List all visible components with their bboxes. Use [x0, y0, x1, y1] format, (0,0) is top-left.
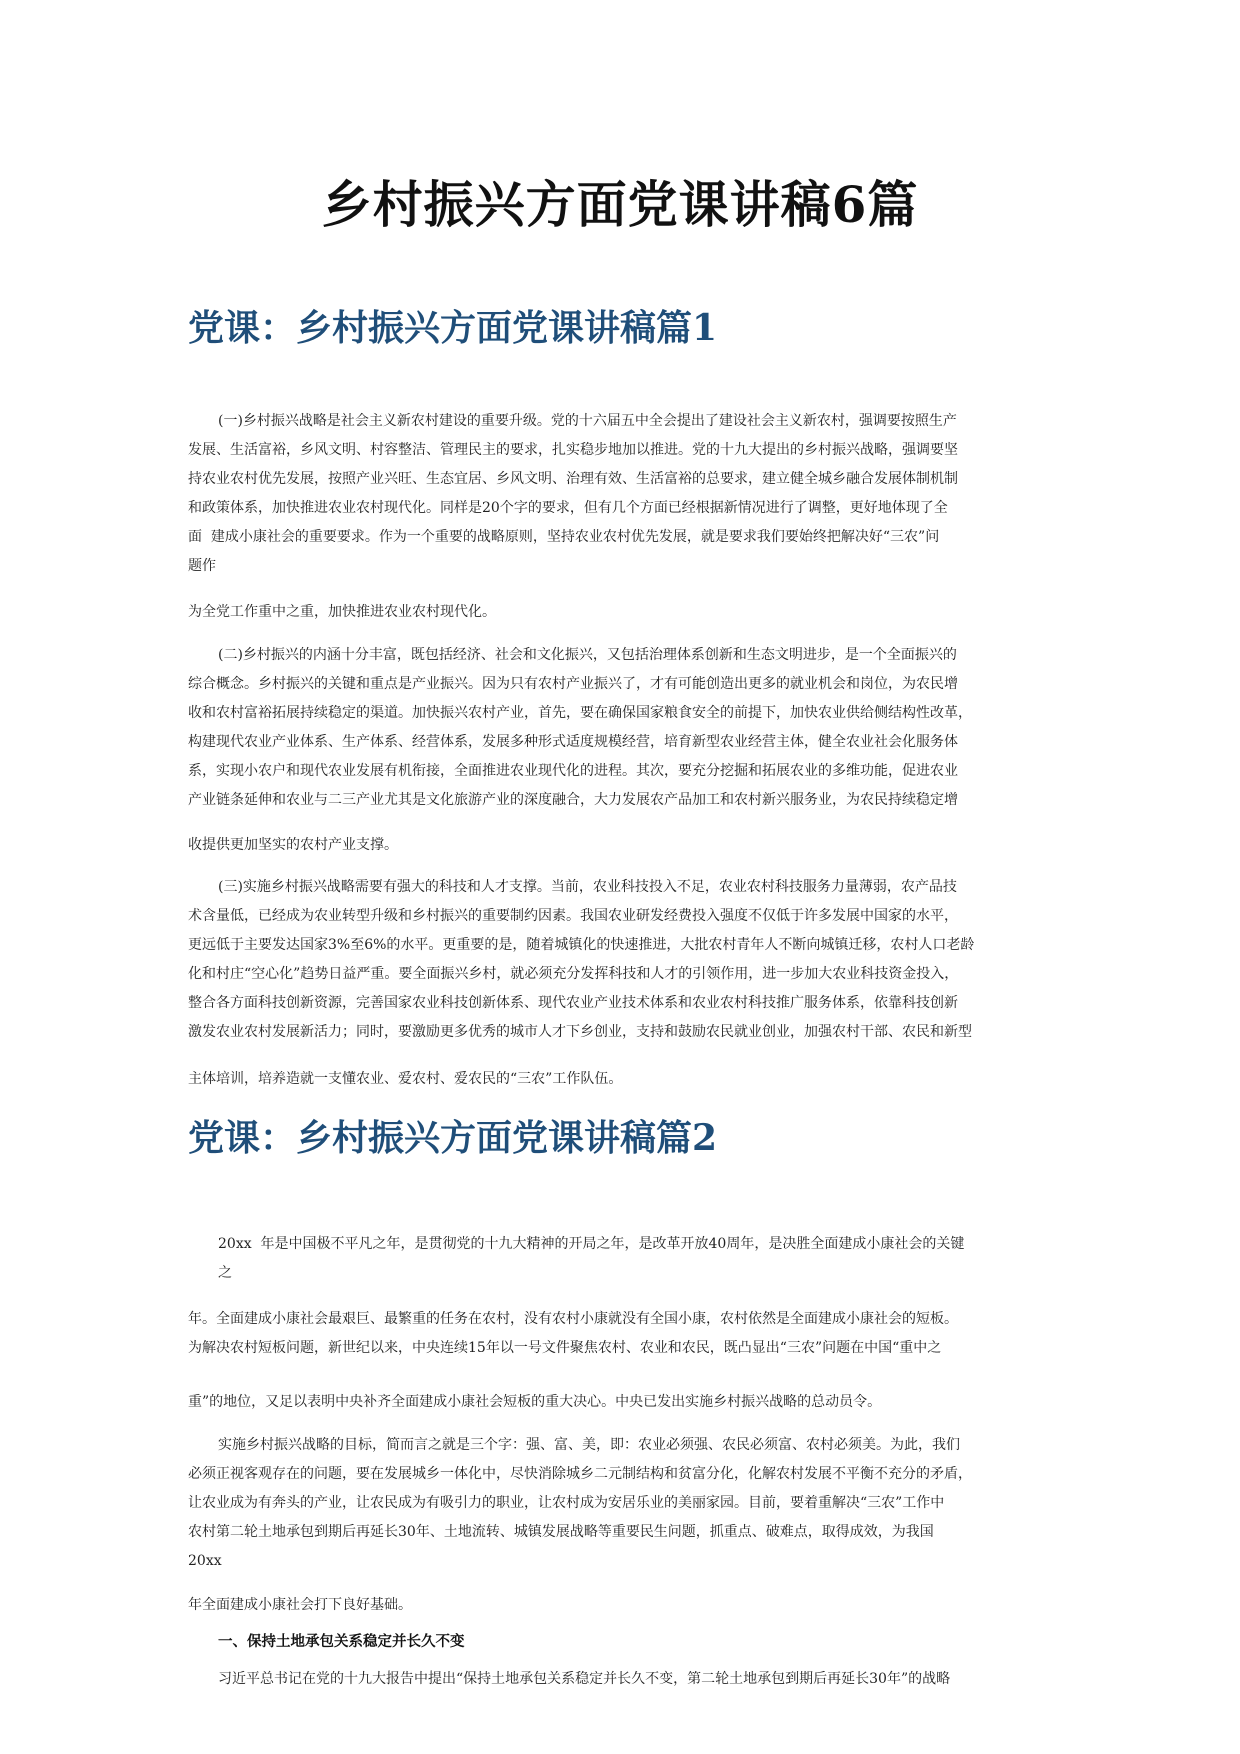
section-heading-1: 党课：乡村振兴方面党课讲稿篇1: [188, 307, 718, 349]
section2-paragraph-1-continued: 年。全面建成小康社会最艰巨、最繁重的任务在农村，没有农村小康就没有全国小康，农村依然是全面建成小康社会的短板。 为解决农村短板问题，新世纪以来，中央连续15年以一号文件聚焦农村、农业和农民，既凸显出“三农”问题在中国“重中之: [188, 1311, 958, 1356]
section2-paragraph-3: 习近平总书记在党的十九大报告中提出“保持土地承包关系稳定并长久不变，第二轮土地承包到期后再延长30年”的战略: [218, 1671, 951, 1687]
section2-paragraph-2-tail: 年全面建成小康社会打下良好基础。: [188, 1597, 412, 1613]
section2-paragraph-1-end: 重”的地位，又足以表明中央补齐全面建成小康社会短板的重大决心。中央已发出实施乡村振兴战略的总动员令。: [188, 1394, 882, 1410]
section1-paragraph-3-tail: 主体培训，培养造就一支懂农业、爱农村、爱农民的“三农”工作队伍。: [188, 1071, 623, 1087]
section1-paragraph-2-tail: 收提供更加坚实的农村产业支撑。: [188, 837, 398, 853]
section1-paragraph-1: (一)乡村振兴战略是社会主义新农村建设的重要升级。党的十六届五中全会提出了建设社会主义新农村，强调要按照生产 发展、生活富裕，乡风文明、村容整洁、管理民主的要求，扎实稳步地加以推进。党的十九大提出的乡村振兴战略，强调要坚 持农业农村优先发展，按照产业兴旺、生态宜居、乡风文明、治理有效、生活富裕的总要求，建立健全城乡融合发展体制机制 和政策体系，加快推进农业农村现代化。同样是20个字的要求，但有几个方面已经根据新情况进行了调整，更好地体现了全 面 建成小康社会的重要要求。作为一个重要的战略原则，坚持农业农村优先发展，就是要求我们要始终把解决好“三农”问 题作: [188, 413, 958, 574]
section1-paragraph-2: (二)乡村振兴的内涵十分丰富，既包括经济、社会和文化振兴，又包括治理体系创新和生态文明进步，是一个全面振兴的 综合概念。乡村振兴的关键和重点是产业振兴。因为只有农村产业振兴了，才有可能创造出更多的就业机会和岗位，为农民增 收和农村富裕拓展持续稳定的渠道。加快振兴农村产业，首先，要在确保国家粮食安全的前提下，加快农业供给侧结构性改革， 构建现代农业产业体系、生产体系、经营体系，发展多种形式适度规模经营，培育新型农业经营主体，健全农业社会化服务体 系，实现小农户和现代农业发展有机衔接，全面推进农业现代化的进程。其次，要充分挖掘和拓展农业的多维功能，促进农业 产业链条延伸和农业与二三产业尤其是文化旅游产业的深度融合，大力发展农产品加工和农村新兴服务业，为农民持续稳定增: [188, 647, 972, 808]
section2-paragraph-1: 20xx 年是中国极不平凡之年，是贯彻党的十九大精神的开局之年，是改革开放40周年，是决胜全面建成小康社会的关键 之: [218, 1236, 965, 1281]
document-title: 乡村振兴方面党课讲稿6篇: [321, 175, 919, 234]
section-heading-2: 党课：乡村振兴方面党课讲稿篇2: [188, 1117, 718, 1159]
section1-paragraph-3: (三)实施乡村振兴战略需要有强大的科技和人才支撑。当前，农业科技投入不足，农业农村科技服务力量薄弱，农产品技 术含量低，已经成为农业转型升级和乡村振兴的重要制约因素。我国农业研发经费投入强度不仅低于许多发展中国家的水平， 更远低于主要发达国家3%至6%的水平。更重要的是，随着城镇化的快速推进，大批农村青年人不断向城镇迁移，农村人口老龄 化和村庄“空心化”趋势日益严重。要全面振兴乡村，就必须充分发挥科技和人才的引领作用，进一步加大农业科技资金投入， 整合各方面科技创新资源，完善国家农业科技创新体系、现代农业产业技术体系和农业农村科技推广服务体系，依靠科技创新 激发农业农村发展新活力；同时，要激励更多优秀的城市人才下乡创业，支持和鼓励农民就业创业，加强农村干部、农民和新型: [188, 879, 975, 1040]
section1-paragraph-1-tail: 为全党工作重中之重，加快推进农业农村现代化。: [188, 604, 496, 620]
section2-paragraph-2: 实施乡村振兴战略的目标，简而言之就是三个字：强、富、美，即：农业必须强、农民必须富、农村必须美。为此，我们 必须正视客观存在的问题，要在发展城乡一体化中，尽快消除城乡二元制结构和贫富分化，化解农村发展不平衡不充分的矛盾， 让农业成为有奔头的产业，让农民成为有吸引力的职业，让农村成为安居乐业的美丽家园。目前，要着重解决“三农”工作中 农村第二轮土地承包到期后再延长30年、土地流转、城镇发展战略等重要民生问题，抓重点、破难点，取得成效，为我国 20xx: [188, 1437, 972, 1569]
section2-subheading-1: 一、保持土地承包关系稳定并长久不变: [218, 1634, 465, 1650]
